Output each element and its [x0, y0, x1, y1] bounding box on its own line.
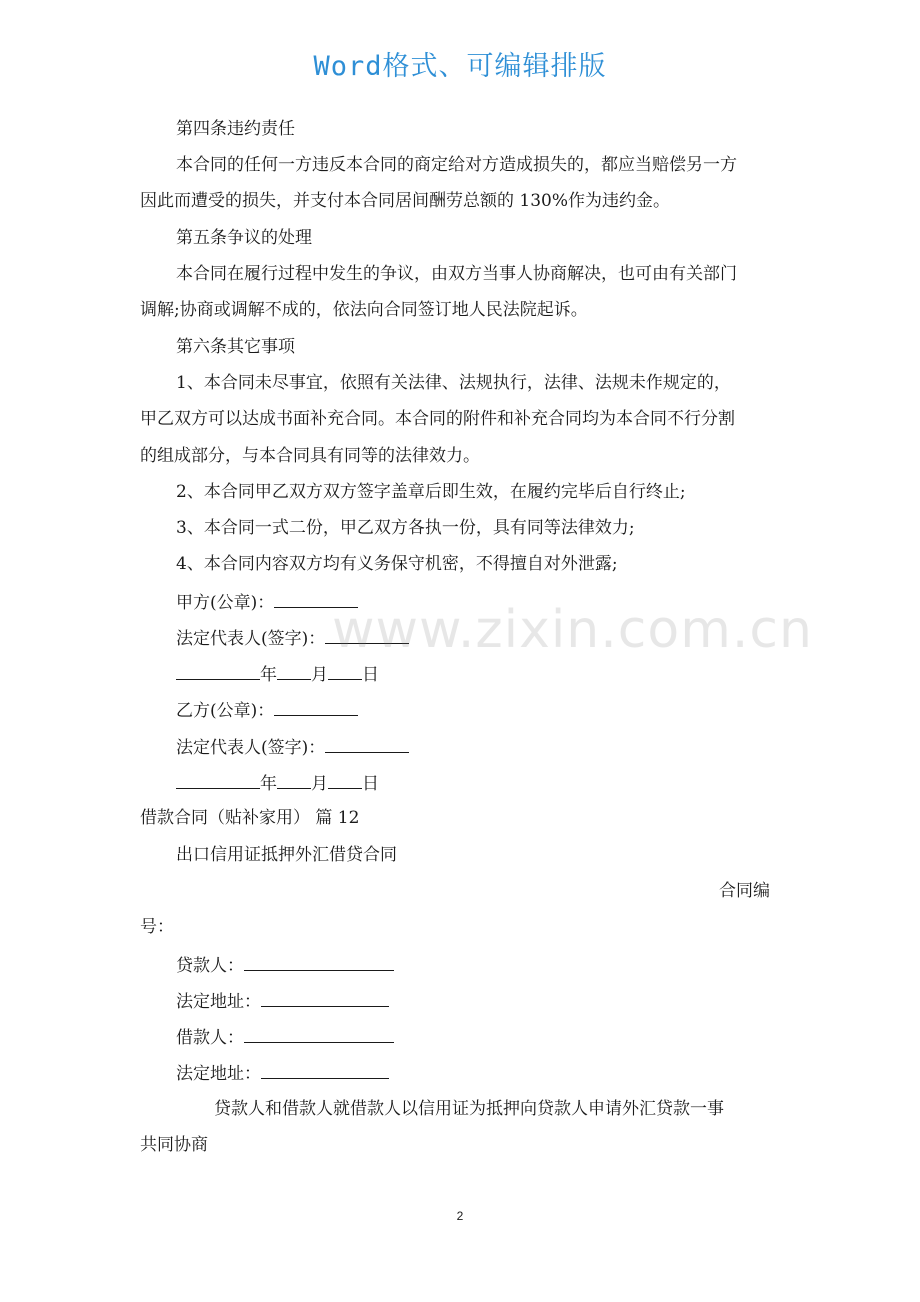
lender-blank[interactable] [244, 952, 394, 971]
page-header-title: Word格式、可编辑排版 [313, 51, 607, 82]
party-b-rep-blank[interactable] [325, 734, 409, 753]
party-b-rep-row [176, 734, 780, 760]
paragraph-line: 1、本合同未尽事宜，依照有关法律、法规执行，法律、法规未作规定的， [176, 373, 731, 393]
lender-label: 贷款人： [176, 956, 244, 976]
party-a-seal-label: 甲方(公章)： [176, 593, 275, 613]
lender-address-label: 法定地址： [176, 992, 261, 1012]
paragraph-line: 3、本合同一式二份，甲乙双方各执一份，具有同等法律效力; [176, 518, 635, 538]
paragraph-line: 2、本合同甲乙双方双方签字盖章后即生效，在履约完毕后自行终止; [176, 482, 686, 502]
contract-number-label: 合同编 [719, 881, 770, 901]
borrower-address-label: 法定地址： [176, 1064, 261, 1084]
borrower-address-row [176, 1060, 780, 1086]
paragraph-line: 的组成部分，与本合同具有同等的法律效力。 [140, 446, 480, 466]
contract-title: 出口信用证抵押外汇借贷合同 [176, 845, 397, 865]
borrower-address-blank[interactable] [261, 1060, 389, 1079]
article-5-heading: 第五条争议的处理 [176, 228, 312, 248]
contract-number-label-cont: 号： [140, 917, 174, 937]
month-blank[interactable] [277, 770, 311, 789]
paragraph-line: 甲乙双方可以达成书面补充合同。本合同的附件和补充合同均为本合同不行分割 [140, 409, 735, 429]
paragraph-line: 4、本合同内容双方均有义务保守机密，不得擅自对外泄露; [176, 554, 618, 574]
party-a-rep-label: 法定代表人(签字)： [176, 629, 326, 649]
party-b-seal-label: 乙方(公章)： [176, 701, 275, 721]
borrower-blank[interactable] [244, 1024, 394, 1043]
lender-address-row [176, 988, 780, 1014]
lender-address-blank[interactable] [261, 988, 389, 1007]
page-number: 2 [456, 1209, 464, 1223]
day-blank[interactable] [328, 770, 362, 789]
article-4-heading: 第四条违约责任 [176, 119, 295, 139]
borrower-row [176, 1024, 780, 1050]
lender-row [176, 952, 780, 978]
party-b-seal-blank[interactable] [274, 697, 358, 716]
party-b-seal-row [176, 697, 780, 723]
paragraph-line: 本合同的任何一方违反本合同的商定给对方造成损失的，都应当赔偿另一方 [176, 155, 737, 175]
month-blank[interactable] [277, 661, 311, 680]
year-label: 年 [260, 665, 277, 685]
month-label: 月 [311, 665, 328, 685]
paragraph-line: 本合同在履行过程中发生的争议，由双方当事人协商解决，也可由有关部门 [176, 264, 737, 284]
article-6-heading: 第六条其它事项 [176, 337, 295, 357]
paragraph-line: 贷款人和借款人就借款人以信用证为抵押向贷款人申请外汇贷款一事 [214, 1099, 724, 1119]
day-blank[interactable] [328, 661, 362, 680]
year-label: 年 [260, 774, 277, 794]
party-b-rep-label: 法定代表人(签字)： [176, 738, 326, 758]
year-blank[interactable] [176, 770, 260, 789]
party-b-date-row [176, 770, 780, 796]
section-title: 借款合同（贴补家用） 篇 12 [140, 808, 360, 828]
borrower-label: 借款人： [176, 1028, 244, 1048]
month-label: 月 [311, 774, 328, 794]
party-a-date-row [176, 661, 780, 687]
watermark: www.zixin.com.cn [332, 600, 813, 660]
year-blank[interactable] [176, 661, 260, 680]
day-label: 日 [362, 665, 379, 685]
day-label: 日 [362, 774, 379, 794]
paragraph-line: 调解;协商或调解不成的，依法向合同签订地人民法院起诉。 [140, 300, 588, 320]
paragraph-line: 共同协商 [140, 1135, 208, 1155]
paragraph-line: 因此而遭受的损失，并支付本合同居间酬劳总额的 130%作为违约金。 [140, 191, 671, 211]
